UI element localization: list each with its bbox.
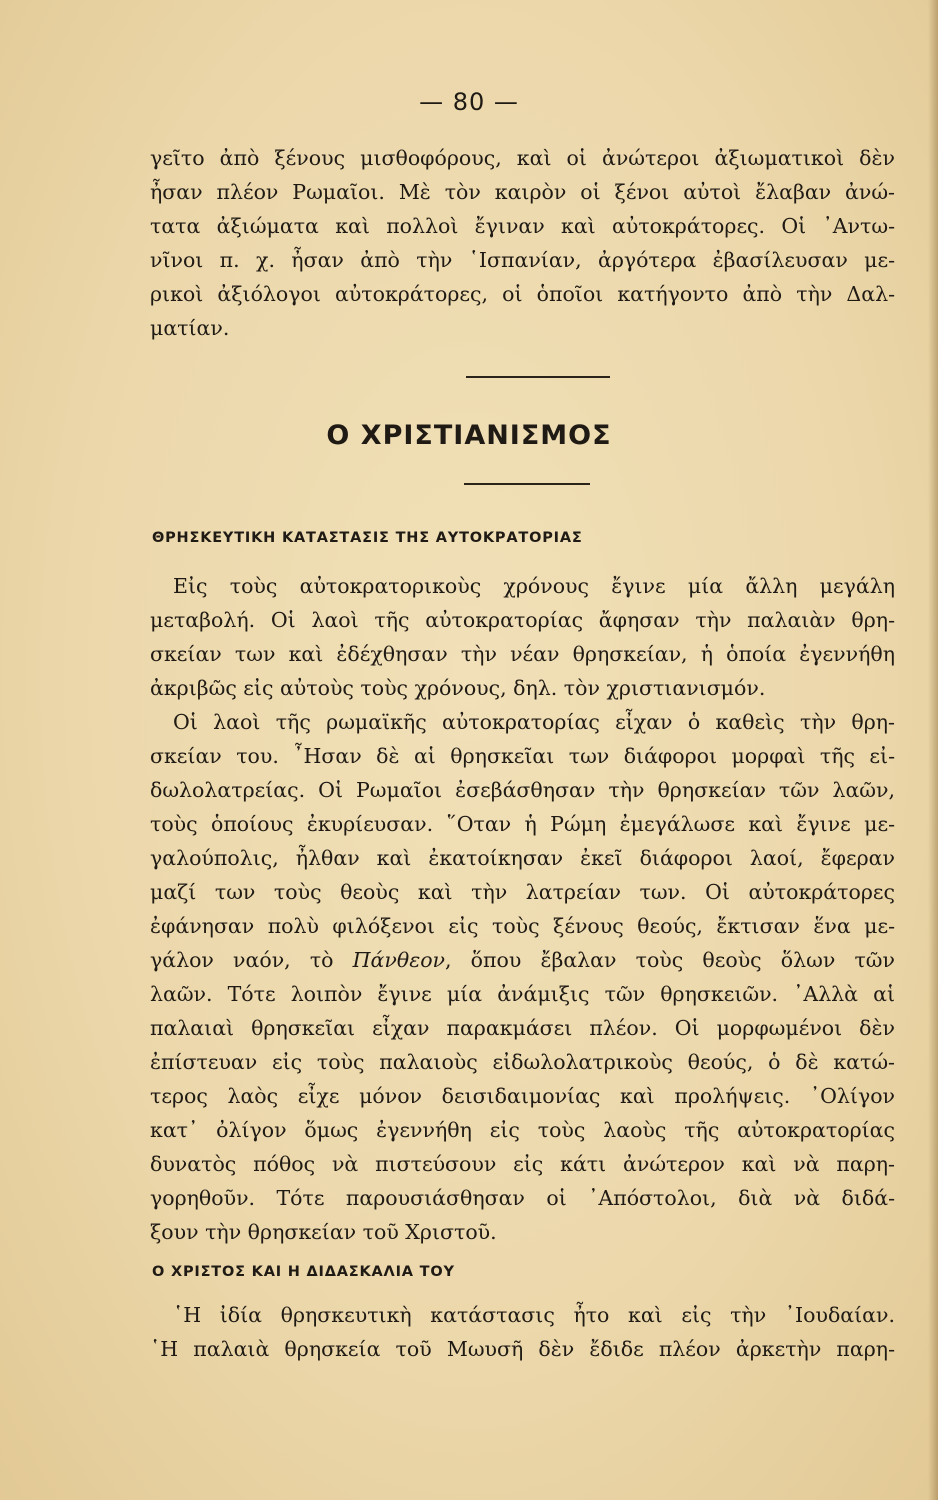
- body-line: Οἱ λαοὶ τῆς ρωμαϊκῆς αὐτοκρατορίας εἶχαν ὁ καθεὶς τὴν θρη-: [173, 710, 895, 734]
- body-line-with-italic: [150, 945, 895, 975]
- chapter-rule-top: [466, 376, 610, 378]
- body-line: δωλολατρείας. Οἱ Ρωμαῖοι ἐσεβάσθησαν τὴν θρησκείαν τῶν λαῶν,: [150, 778, 895, 802]
- body-line: μαζί των τοὺς θεοὺς καὶ τὴν λατρείαν των. Οἱ αὐτοκράτορες: [150, 880, 895, 904]
- intro-line: γεῖτο ἀπὸ ξένους μισθοφόρους, καὶ οἱ ἀνώτεροι ἀξιωματικοὶ δὲν: [150, 146, 895, 170]
- body-line-part: γάλον ναόν, τὸ: [150, 948, 353, 972]
- page-edge-shadow: [928, 0, 938, 1500]
- body-line: ἐφάνησαν πολὺ φιλόξενοι εἰς τοὺς ξένους θεούς, ἔκτισαν ἕνα με-: [150, 914, 895, 938]
- chapter-title: Ο ΧΡΙΣΤΙΑΝΙΣΜΟΣ: [326, 420, 612, 451]
- body-line: σκείαν του. ῏Ησαν δὲ αἱ θρησκεῖαι των διάφοροι μορφαὶ τῆς εἰ-: [150, 744, 895, 768]
- intro-line: νῖνοι π. χ. ἦσαν ἀπὸ τὴν ῾Ισπανίαν, ἀργότερα ἐβασίλευσαν με-: [150, 248, 895, 272]
- body-line: ἐπίστευαν εἰς τοὺς παλαιοὺς εἰδωλολατρικοὺς θεούς, ὁ δὲ κατώ-: [150, 1050, 895, 1074]
- intro-line: ρικοὶ ἀξιόλογοι αὐτοκράτορες, οἱ ὁποῖοι κατήγοντο ἀπὸ τὴν Δαλ-: [150, 282, 895, 306]
- body-line: ῾Η παλαιὰ θρησκεία τοῦ Μωυσῆ δὲν ἔδιδε πλέον ἀρκετὴν παρη-: [150, 1337, 895, 1361]
- body-line: κατ᾿ ὀλίγον ὅμως ἐγεννήθη εἰς τοὺς λαοὺς τῆς αὐτοκρατορίας: [150, 1118, 895, 1142]
- body-line-part: , ὅπου ἔβαλαν τοὺς θεοὺς ὅλων τῶν: [445, 948, 895, 972]
- body-line: τερος λαὸς εἶχε μόνον δεισιδαιμονίας καὶ προλήψεις. ᾿Ολίγον: [150, 1084, 895, 1108]
- body-line: γορηθοῦν. Τότε παρουσιάσθησαν οἱ ᾿Απόστολοι, διὰ νὰ διδά-: [150, 1186, 895, 1210]
- section-heading-christ-teaching: Ο ΧΡΙΣΤΟΣ ΚΑΙ Η ΔΙΔΑΣΚΑΛΙΑ ΤΟΥ: [152, 1264, 455, 1280]
- body-line: παλαιαὶ θρησκεῖαι εἶχαν παρακμάσει πλέον. Οἱ μορφωμένοι δὲν: [150, 1016, 895, 1040]
- body-line: λαῶν. Τότε λοιπὸν ἔγινε μία ἀνάμιξις τῶν θρησκειῶν. ᾿Αλλὰ αἱ: [150, 982, 895, 1006]
- intro-line: τατα ἀξιώματα καὶ πολλοὶ ἔγιναν καὶ αὐτοκράτορες. Οἱ ᾿Αντω-: [150, 214, 895, 238]
- body-line: ἀκριβῶς εἰς αὐτοὺς τοὺς χρόνους, δηλ. τὸν χριστιανισμόν.: [150, 676, 766, 700]
- intro-line: ματίαν.: [150, 316, 230, 340]
- intro-line: ἦσαν πλέον Ρωμαῖοι. Μὲ τὸν καιρὸν οἱ ξένοι αὐτοὶ ἔλαβαν ἀνώ-: [150, 180, 895, 204]
- page-number: — 80 —: [419, 88, 519, 116]
- body-line: ξουν τὴν θρησκείαν τοῦ Χριστοῦ.: [150, 1220, 497, 1244]
- body-line: μεταβολή. Οἱ λαοὶ τῆς αὐτοκρατορίας ἄφησαν τὴν παλαιὰν θρη-: [150, 608, 895, 632]
- pantheon-italic: Πάνθεον: [352, 948, 446, 972]
- body-line: Εἰς τοὺς αὐτοκρατορικοὺς χρόνους ἔγινε μία ἄλλη μεγάλη: [173, 574, 895, 598]
- body-line: δυνατὸς πόθος νὰ πιστεύσουν εἰς κάτι ἀνώτερον καὶ νὰ παρη-: [150, 1152, 895, 1176]
- chapter-rule-bottom: [464, 483, 590, 485]
- body-line: σκείαν των καὶ ἐδέχθησαν τὴν νέαν θρησκείαν, ἡ ὁποία ἐγεννήθη: [150, 642, 895, 666]
- section-heading-religious-state: ΘΡΗΣΚΕΥΤΙΚΗ ΚΑΤΑΣΤΑΣΙΣ ΤΗΣ ΑΥΤΟΚΡΑΤΟΡΙΑΣ: [152, 530, 583, 546]
- body-line: ῾Η ἰδία θρησκευτικὴ κατάστασις ἦτο καὶ εἰς τὴν ᾿Ιουδαίαν.: [173, 1303, 895, 1327]
- body-line: γαλούπολις, ἦλθαν καὶ ἐκατοίκησαν ἐκεῖ διάφοροι λαοί, ἔφεραν: [150, 846, 895, 870]
- body-line: τοὺς ὁποίους ἐκυρίευσαν. ῞Οταν ἡ Ρώμη ἐμεγάλωσε καὶ ἔγινε με-: [150, 812, 895, 836]
